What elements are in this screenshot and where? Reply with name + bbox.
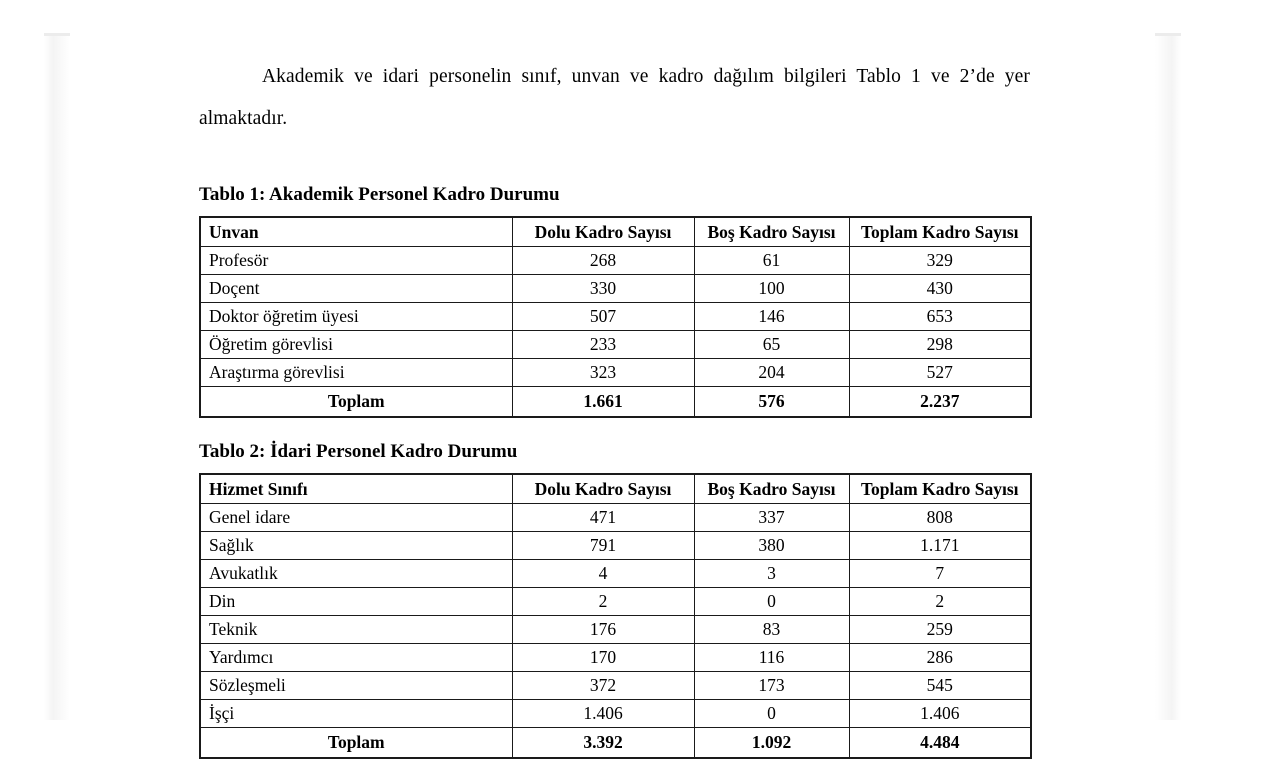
table1-row4-toplam: 527 [849,359,1031,387]
table1-total-dolu: 1.661 [512,387,694,418]
table2-row3-dolu: 2 [512,588,694,616]
page-top-edge-right [1155,33,1181,36]
table1-total-bos: 576 [694,387,849,418]
table2-row1-label: Sağlık [200,532,512,560]
page-gutter-left [44,33,70,720]
table2-row6-dolu: 372 [512,672,694,700]
table2-total-toplam: 4.484 [849,728,1031,759]
table2-row6-label: Sözleşmeli [200,672,512,700]
table-row [200,359,1031,387]
table2-row2-label: Avukatlık [200,560,512,588]
table2-row5-toplam: 286 [849,644,1031,672]
table1-row0-dolu: 268 [512,247,694,275]
table-row [200,532,1031,560]
table2-row4-dolu: 176 [512,616,694,644]
table2-row1-toplam: 1.171 [849,532,1031,560]
table2-header-row [200,474,1031,504]
table1-total-toplam: 2.237 [849,387,1031,418]
table2-row0-bos: 337 [694,504,849,532]
table2-row5-bos: 116 [694,644,849,672]
table2-header-hizmet-sinifi: Hizmet Sınıfı [200,474,512,504]
table2-row3-toplam: 2 [849,588,1031,616]
table2-row7-bos: 0 [694,700,849,728]
table2-row5-label: Yardımcı [200,644,512,672]
table2-row4-label: Teknik [200,616,512,644]
table2-row4-bos: 83 [694,616,849,644]
table2-row6-bos: 173 [694,672,849,700]
table2-row0-dolu: 471 [512,504,694,532]
table1-row1-label: Doçent [200,275,512,303]
table1-header-toplam: Toplam Kadro Sayısı [849,217,1031,247]
table2-header-toplam: Toplam Kadro Sayısı [849,474,1031,504]
table2-total-bos: 1.092 [694,728,849,759]
table1-header-unvan: Unvan [200,217,512,247]
table1-row2-toplam: 653 [849,303,1031,331]
table2-row7-toplam: 1.406 [849,700,1031,728]
document-page [70,0,1155,752]
table-row [200,303,1031,331]
table1-row4-label: Araştırma görevlisi [200,359,512,387]
table2-row2-bos: 3 [694,560,849,588]
table2-header-dolu: Dolu Kadro Sayısı [512,474,694,504]
table1-header-bos: Boş Kadro Sayısı [694,217,849,247]
table-row [200,644,1031,672]
table2-caption: Tablo 2: İdari Personel Kadro Durumu [199,441,518,462]
table1-caption: Tablo 1: Akademik Personel Kadro Durumu [199,184,560,205]
table-row [200,700,1031,728]
intro-paragraph: Akademik ve idari personelin sınıf, unvan ve kadro dağılım bilgileri Tablo 1 ve 2’de yer almaktadır. [199,66,1030,129]
table-row [200,504,1031,532]
table2-row1-dolu: 791 [512,532,694,560]
table2-row0-toplam: 808 [849,504,1031,532]
table2-row1-bos: 380 [694,532,849,560]
table2-total-row [200,728,1031,759]
table2-row2-toplam: 7 [849,560,1031,588]
table-akademik-personel [199,216,1032,418]
page-content [199,0,1030,759]
table-idari-personel [199,473,1032,759]
table1-row1-dolu: 330 [512,275,694,303]
table2-header-bos: Boş Kadro Sayısı [694,474,849,504]
table1-row3-label: Öğretim görevlisi [200,331,512,359]
table-row [200,275,1031,303]
table2-row0-label: Genel idare [200,504,512,532]
table-row [200,588,1031,616]
table1-row3-dolu: 233 [512,331,694,359]
page-gutter-right [1155,33,1181,720]
table1-row2-label: Doktor öğretim üyesi [200,303,512,331]
table2-row4-toplam: 259 [849,616,1031,644]
table1-row2-dolu: 507 [512,303,694,331]
table2-row7-dolu: 1.406 [512,700,694,728]
table-row [200,247,1031,275]
table1-row0-label: Profesör [200,247,512,275]
table-row [200,616,1031,644]
page-top-edge-left [44,33,70,36]
table1-row3-toplam: 298 [849,331,1031,359]
table1-row0-toplam: 329 [849,247,1031,275]
table2-total-dolu: 3.392 [512,728,694,759]
table2-row2-dolu: 4 [512,560,694,588]
table-row [200,672,1031,700]
table2-row7-label: İşçi [200,700,512,728]
table-row [200,331,1031,359]
table1-total-row [200,387,1031,418]
table1-row4-dolu: 323 [512,359,694,387]
table2-total-label: Toplam [200,728,512,759]
table-row [200,560,1031,588]
table2-row3-label: Din [200,588,512,616]
table1-row1-bos: 100 [694,275,849,303]
table1-row3-bos: 65 [694,331,849,359]
table2-row6-toplam: 545 [849,672,1031,700]
table1-row1-toplam: 430 [849,275,1031,303]
table2-row5-dolu: 170 [512,644,694,672]
table1-row0-bos: 61 [694,247,849,275]
table1-row4-bos: 204 [694,359,849,387]
table1-header-dolu: Dolu Kadro Sayısı [512,217,694,247]
table1-total-label: Toplam [200,387,512,418]
table1-header-row [200,217,1031,247]
table2-row3-bos: 0 [694,588,849,616]
table1-row2-bos: 146 [694,303,849,331]
